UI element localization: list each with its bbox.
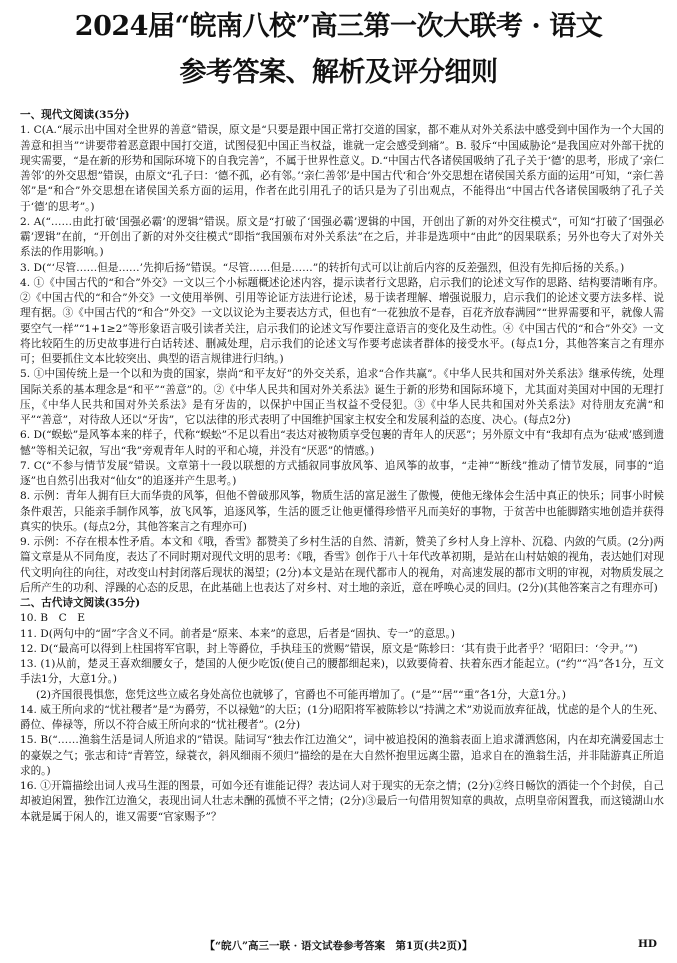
answer-item-2: 2. A(“……由此打破‘国强必霸’的逻辑”错误。原文是“打破了‘国强必霸’逻辑的中国，开创出了新的对外交往模式”，可知“打破了‘国强必霸’逻辑”在前，“开创出了新的对外交往模式”即指“我国颁布对外关系法”在之后，并非是选项中“由此”的因果联系；另外也夸大了对外关系法的作用影响。) (20, 215, 664, 259)
document-title: 2024届“皖南八校”高三第一次大联考 · 语文 (74, 11, 603, 42)
answer-item-11: 11. D(两句中的“固”字含义不同。前者是“原来、本来”的意思，后者是“固执、专一”的意思。) (20, 627, 455, 640)
answer-item-7: 7. C(“不参与情节发展”错误。文章第十一段以联想的方式插叙同事放风筝、追风筝的故事，“走神”“断线”推动了情节发展，同事的“追逐”也自然引出我对“仙女”的追逐并产生思考。) (20, 459, 664, 487)
answer-item-13-2: (2)齐国很畏惧您，您凭这些立威名身处高位也就够了，官爵也不可能再增加了。(“是”“居”“重”各1分，大意1分。) (36, 688, 567, 701)
answer-item-9: 9. 示例：不存在根本性矛盾。本文和《哦，香雪》都赞美了乡村生活的自然、清新，赞美了乡村人身上淳朴、沉稳、内敛的气质。(2分)两篇文章是从不同角度，表达了不同时期对现代文明的思考：《哦，香雪》创作于八十年代改革初期，是站在山村姑娘的视角，表达她们对现代文明向往的向往，对改变山村封闭落后现状的渴望；(2分)本文是站在现代都市人的视角，对高速发展的都市文明的审视，对物质发展之后所产生的功利、浮躁的心态的反思，在此基础上也表达了对乡村、对土地的亲近，意在呼唤心灵的回归。(2分)(其他答案言之有理亦可) (20, 536, 664, 594)
answer-item-10: 10. B C E (20, 612, 86, 625)
answer-item-16: 16. ①开篇描绘出词人戎马生涯的图景，可如今还有谁能记得？表达词人对于现实的无奈之情；(2分)②终日畅饮的酒徒一个个封侯，自己却被迫闲置，独作江边渔父，表现出词人壮志未酬的孤愤不平之情；(2分)③最后一句借用贺知章的典故，点明皇帝闲置我，而这镜湖山水本就是属于闲人的，谁又需要“官家赐予”？ (20, 780, 664, 823)
answer-item-13-1: 13. (1)从前，楚灵王喜欢细腰女子，楚国的人便少吃饭(使自己的腰都细起来)，以致要倚着、扶着东西才能起立。(“约”“冯”各1分，互文手法1分，大意1分。) (20, 658, 664, 686)
section-heading-classical: 二、古代诗文阅读(35分) (20, 597, 141, 609)
answer-item-12: 12. D(“最高可以得到上柱国将军官职，封上等爵位，手执珪玉的赏赐”错误，原文是“陈轸曰：‘其有贵于此者乎？’昭阳曰：‘令尹。’”) (20, 642, 638, 655)
section-heading-modern: 一、现代文阅读(35分) (20, 109, 130, 121)
answer-item-15: 15. B(“……渔翁生活是词人所追求的”错误。陆词写“独去作江边渔父”，词中被追投闲的渔翁表面上追求潇洒悠闲，内在却充满爱国志士的豪娱之气；张志和诗“青箬笠，绿蓑衣，斜风细雨不须归”描绘的是在大自然怀抱里远离尘嚣，追求自在的渔翁生活，并非陆游真正所追求的。) (20, 734, 664, 777)
answer-item-3: 3. D(“‘尽管……但是……’先抑后扬”错误。“尽管……但是……”的转折句式可以让前后内容的反差强烈，但没有先抑后扬的关系。) (20, 261, 625, 274)
answer-item-4: 4. ①《中国古代的“和合”外交》一文以三个小标题概述论述内容，提示读者行文思路，启示我们的论述文写作的思路、结构要清晰有序。②《中国古代的“和合”外交》一文使用举例、引用等论证方法进行论述，易于读者理解、增强说服力，启示我们的论述文要方法多样、说理有据。③《中国古代的“和合”外交》一文以议论为主要表达方式，但也有“一花独放不是春，百花齐放春满园”“世界需要和平，就像人需要空气一样”“1+1≥2”等形象语言吸引读者关注，启示我们的论述文写作要注意语言的变化及生动性。④《中国古代的“和合”外交》一文将比较陌生的历史故事进行白话转述、删减处理，启示我们的论述文写作要考虑读者群体的接受水平。(每点1分，其他答案言之有理亦可；但要抓住文本比较突出、典型的语言规律进行归纳。) (20, 276, 664, 365)
footer-code: HD (637, 938, 657, 950)
answer-item-5: 5. ①中国传统上是一个以和为贵的国家，崇尚“和平友好”的外交关系，追求“合作共赢”。《中华人民共和国对外关系法》继承传统，处理国际关系的基本理念是“和平”“善意”的。②《中华人民共和国对外关系法》诞生于新的形势和国际环境下，尤其面对美国对中国的无理打压，《中华人民共和国对外关系法》是有牙齿的，以保护中国正当权益不受侵犯。③《中华人民共和国对外关系法》对待朋友充满“和平”“善意”，对待敌人还以“牙齿”，它以法律的形式表明了中国维护国家主权安全和发展利益的态度、决心。(每点2分) (20, 368, 664, 426)
answer-item-1: 1. C(A.“展示出中国对全世界的善意”错误，原文是“只要是跟中国正常打交道的国家，都不难从对外关系法中感受到中国作为一个大国的善意和担当”“讲要带着恶意跟中国打交道，试图侵犯中国正当权益，谁就一定会感受到痛”。B. 驳斥“中国威胁论”是我国应对外部干扰的现实需要，“是在新的形势和国际环境下的自我完善”，不属于世界性意义。D.“中国古代各诸侯国吸纳了孔子关于‘德’的思考，形成了‘亲仁善邻’的外交思想”错误，由原文“孔子曰：‘德不孤，必有邻。’‘亲仁善邻’是中国古代‘和合’外交思想在诸侯国关系方面的运用”可知，“亲仁善邻”是“和合”外交思想在诸侯国关系方面的运用，作者在此引用孔子的话只是为了引出观点，不能得出“中国古代各诸侯国吸纳了孔子关于‘德’的思考”。) (20, 124, 664, 213)
answer-item-14: 14. 威王所向求的“忧社稷者”是“为爵劳，不以禄勉”的大臣；(1分)昭阳将军被陈轸以“持满之术”劝说而放弃征战，忧虑的是个人的生死、爵位、俸禄等，所以不符合威王所向求的“忧社稷者”。(2分) (20, 703, 664, 731)
document-body (20, 108, 664, 825)
document-subtitle: 参考答案、解析及评分细则 (179, 57, 498, 88)
page-footer: 【“皖八”高三一联 · 语文试卷参考答案 第1页(共2页)】 (204, 940, 473, 952)
answer-item-6: 6. D(“蜈蚣”是风筝本来的样子，代称“蜈蚣”不足以看出“表达对被物质享受包裹的青年人的厌恶”；另外原文中有“我却有点为‘砝戒’感到遗憾”等相关记叙，写出“我”旁观青年人时的平和心境，并没有“厌恶”的情感。) (20, 429, 664, 457)
answer-item-8: 8. 示例：青年人拥有巨大而华贵的风筝，但他不曾破那风筝，物质生活的富足滋生了傲慢，使他无缘体会生活中真正的快乐；同事小时候条件艰苦，只能亲手制作风筝，放飞风筝，追逐风筝，生活的匮乏让他更懂得珍惜平凡而美好的事物，于贫苦中也能脚踏实地创造并获得真实的快乐。(每点2分，其他答案言之有理亦可) (20, 490, 664, 533)
